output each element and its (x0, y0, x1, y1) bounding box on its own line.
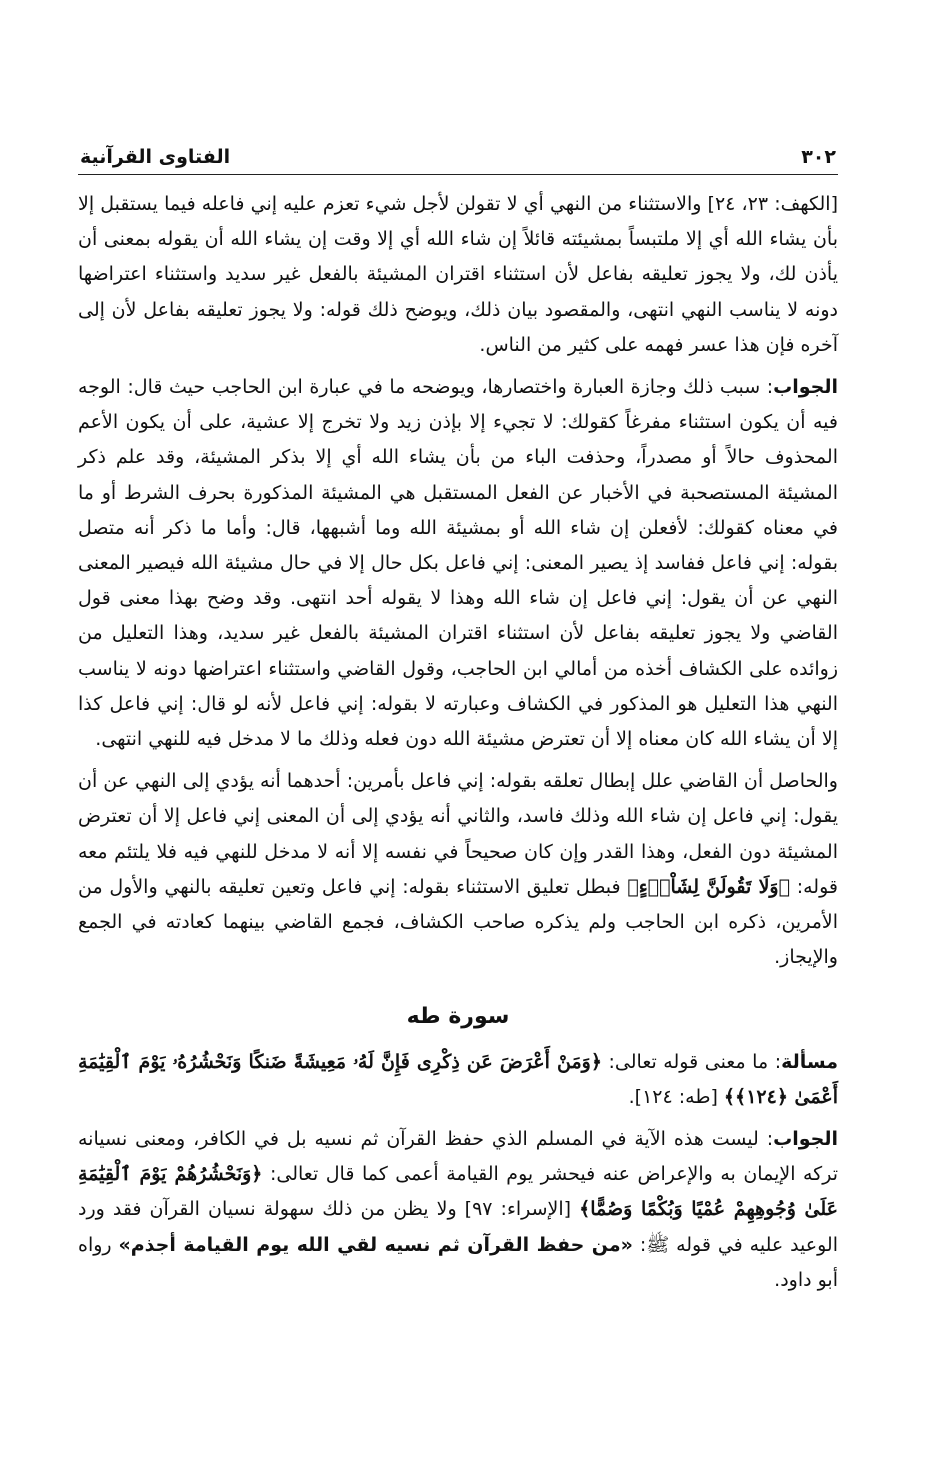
paragraph-text: [الكهف: ٢٣، ٢٤] والاستثناء من النهي أي لا تقولن لأجل شيء تعزم عليه إني فاعله فيما يستقبل إلا بأن يشاء الله أي إلا ملتبساً بمشيئته قائلاً إن شاء الله أي إلا وقت إن يشاء الله أن يقوله بمعنى أن يأذن لك، ولا يجوز تعليقه بفاعل لأن استثناء اقتران المشيئة بالفعل غير سديد واستثناء اعتراضها دونه لا يناسب النهي انتهى، والمقصود بيان ذلك، ويوضح ذلك قوله: ولا يجوز تعليقه بفاعل لأن إلى آخره فإن هذا عسر فهمه على كثير من الناس. (78, 193, 838, 356)
running-header (78, 128, 838, 175)
paragraph-2 (78, 370, 838, 757)
page-number: ٣٠٢ (801, 146, 836, 168)
quran-quote: ﴿وَمَنْ أَعْرَضَ عَن ذِكْرِى فَإِنَّ لَهُۥ مَعِيشَةً ضَنكًا وَنَحْشُرُهُۥ يَوْمَ ٱلْقِيَٰمَةِ أَعْمَىٰ ﴿١٢٤﴾﴾ (78, 1050, 838, 1108)
paragraph-3 (78, 764, 838, 975)
paragraph-text: فبطل تعليق الاستثناء بقوله: إني فاعل وتعين تعليقه بالنهي والأول من الأمرين، ذكره ابن الحاجب ولم يذكره صاحب الكشاف، فجمع القاضي بينهما كعادته في الجمع والإيجاز. (78, 875, 838, 969)
paragraph-text: والحاصل أن القاضي علل إبطال تعلقه بقوله: إني فاعل بأمرين: أحدهما أنه يؤدي إلى النهي عن أن يقول: إني فاعل إن شاء الله وذلك فاسد، والثاني أنه يؤدي إلى أن المعنى إني فاعل إلا أن تعترض المشيئة دون الفعل، وهذا القدر وإن كان صحيحاً في نفسه إلا أنه لا مدخل للنهي فيه فلا يلتئم معه قوله: (78, 770, 838, 898)
answer-label: الجواب (773, 376, 838, 399)
answer-text: رواه أبو داود. (78, 1233, 838, 1291)
book-page (78, 128, 838, 1305)
hadith-quote: «من حفظ القرآن ثم نسيه لقي الله يوم القيامة أجذم» (118, 1233, 633, 1256)
question-label: مسألة (781, 1050, 838, 1073)
question-paragraph (78, 1045, 838, 1115)
answer-paragraph (78, 1122, 838, 1298)
page-body (78, 187, 838, 1298)
answer-text: [الإسراء: ٩٧] ولا يظن من ذلك سهولة نسيان القرآن فقد ورد الوعيد عليه في قوله ﷺ: (78, 1198, 839, 1256)
answer-text: : ليست هذه الآية في المسلم الذي حفظ القرآن ثم نسيه بل في الكافر، ومعنى نسيانه تركه الإيمان به والإعراض عنه فيحشر يوم القيامة أعمى كما قال تعالى: (78, 1128, 838, 1186)
answer-label: الجواب (773, 1128, 838, 1151)
book-title: الفتاوى القرآنية (80, 146, 231, 168)
section-title: سورة طه (406, 1004, 510, 1030)
question-text: : ما معنى قوله تعالى: (601, 1050, 782, 1073)
paragraph-text: : سبب ذلك وجازة العبارة واختصارها، ويوضحه ما في عبارة ابن الحاجب حيث قال: الوجه فيه أن يكون استثناء مفرغاً كقولك: لا تجيء إلا بإذن زيد ولا تخرج إلا عشية، على أن يكون الأعم المحذوف حالاً أو مصدراً، وحذفت الباء من بأن يشاء الله أي إلا بذكر المشيئة، وقد علم ذكر المشيئة المستصحبة في الأخبار عن الفعل المستقبل هي المشيئة المذكورة بحرف الشرط أو ما في معناه كقولك: لأفعلن إن شاء الله أو بمشيئة الله وما أشبهها، قال: وأما ما ذكر أنه متصل بقوله: إني فاعل ففاسد إذ يصير المعنى: إني فاعل بكل حال إلا في حال مشيئة الله فيصير المعنى النهي عن أن يقول: إني فاعل إن شاء الله وهذا لا يقوله أحد انتهى. وقد وضح بهذا معنى قول القاضي ولا يجوز تعليقه بفاعل لأن استثناء اقتران المشيئة بالفعل غير سديد، وهذا التعليل من زوائده على الكشاف أخذه من أمالي ابن الحاجب، وقول القاضي واستثناء اعتراضها دونه لا يناسب النهي هذا التعليل هو المذكور في الكشاف وعبارته لا بقوله: إني فاعل لأنه لو قال: إني فاعل كذا إلا أن يشاء الله كان معناه إلا أن تعترض مشيئة الله دون فعله وذلك ما لا مدخل فيه للنهي انتهى. (78, 376, 838, 751)
paragraph-1 (78, 187, 838, 363)
quran-quote: ﴿وَلَا تَقُولَنَّ لِشَاْىۡءٍ﴾ (627, 875, 790, 898)
quran-quote: ﴿وَنَحْشُرُهُمْ يَوْمَ ٱلْقِيَٰمَةِ عَلَىٰ وُجُوهِهِمْ عُمْيًا وَبُكْمًا وَصُمًّا﴾ (78, 1163, 838, 1221)
question-citation: [طه: ١٢٤]. (628, 1085, 724, 1108)
